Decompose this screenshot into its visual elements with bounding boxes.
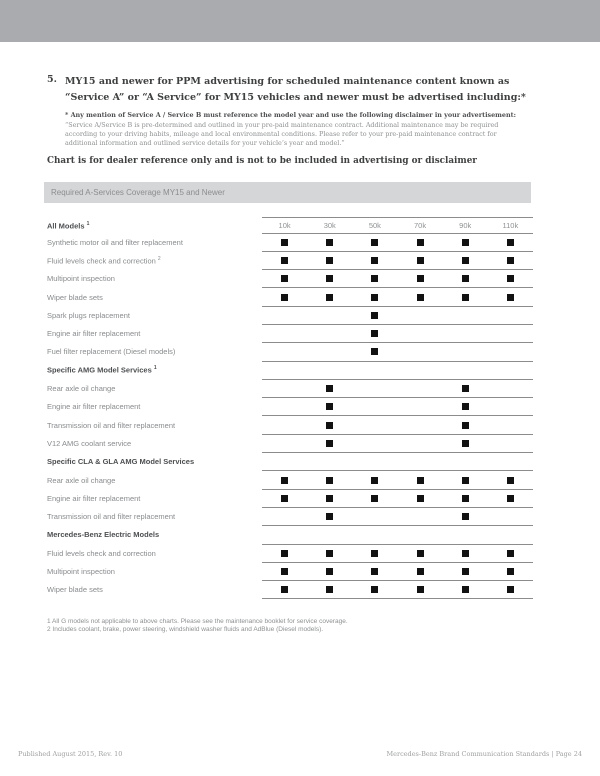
- row-cells: [262, 434, 533, 453]
- checked-square-icon: [443, 566, 488, 575]
- table-row: [47, 233, 533, 251]
- checked-square-icon: [307, 438, 352, 447]
- row-cells: [262, 324, 533, 343]
- checked-square-icon: [307, 420, 352, 429]
- row-cells: [262, 452, 533, 471]
- row-cells: [262, 489, 533, 508]
- table-title-bar: Required A-Services Coverage MY15 and Newer: [44, 182, 531, 203]
- row-label: Mercedes-Benz Electric Models: [47, 530, 160, 540]
- table-row: [47, 306, 533, 324]
- checked-square-icon: [443, 493, 488, 502]
- row-label: Transmission oil and filter replacement: [47, 420, 176, 430]
- row-label: Fuel filter replacement (Diesel models): [47, 347, 176, 357]
- checked-square-icon: [488, 274, 533, 283]
- checked-square-icon: [352, 292, 397, 301]
- checked-square-icon: [488, 585, 533, 594]
- disclaimer-footnote-body: “Service A/Service B is pre-determined and outlined in your pre-paid maintenance contract. Additional maintenance may be required according to your driving habits, mileage and local environmental conditions. Please refer to your pre-paid maintenance contract for additional information and outlined service details for your vehicle’s year and model.”: [65, 121, 499, 147]
- column-header-30k: 30k: [323, 221, 336, 230]
- table-section-row: [47, 453, 533, 471]
- table-row: [47, 562, 533, 580]
- row-label: Multipoint inspection: [47, 566, 115, 576]
- checked-square-icon: [352, 274, 397, 283]
- checked-square-icon: [352, 493, 397, 502]
- row-cells: [262, 507, 533, 526]
- row-label: Synthetic motor oil and filter replacement: [47, 237, 183, 247]
- disclaimer-footnote-title: * Any mention of Service A / Service B must reference the model year and use the following disclaimer in your advertisement:: [65, 111, 516, 119]
- checked-square-icon: [488, 292, 533, 301]
- table-footnote-2: 2 Includes coolant, brake, power steering, windshield washer fluids and AdBlue (Diesel models).: [47, 626, 324, 634]
- table-row: [47, 251, 533, 269]
- row-cells: [262, 306, 533, 325]
- column-header-110k: 110k: [502, 221, 519, 230]
- column-header-70k: 70k: [414, 221, 427, 230]
- checked-square-icon: [443, 548, 488, 557]
- table-header-label: All Models $^1$: [47, 220, 90, 231]
- checked-square-icon: [352, 329, 397, 338]
- table-header-columns: [262, 217, 533, 234]
- checked-square-icon: [352, 237, 397, 246]
- row-label: Rear axle oil change: [47, 384, 116, 394]
- row-cells: [262, 544, 533, 563]
- column-header-10k: 10k: [278, 221, 291, 230]
- checked-square-icon: [443, 402, 488, 411]
- checked-square-icon: [262, 255, 307, 264]
- table-section-row: [47, 526, 533, 544]
- table-row: [47, 544, 533, 562]
- checked-square-icon: [307, 255, 352, 264]
- chart-reference-note: Chart is for dealer reference only and is not to be included in advertising or disclaimer: [47, 156, 477, 166]
- row-label: Specific CLA & GLA AMG Model Services: [47, 457, 195, 467]
- row-label: Specific AMG Model Services $^1$: [47, 365, 157, 375]
- table-header-row: [47, 218, 533, 233]
- row-cells: [262, 233, 533, 252]
- checked-square-icon: [443, 512, 488, 521]
- checked-square-icon: [307, 585, 352, 594]
- checked-square-icon: [443, 585, 488, 594]
- checked-square-icon: [352, 585, 397, 594]
- row-cells: [262, 361, 533, 380]
- checked-square-icon: [307, 237, 352, 246]
- table-footnote-1: 1 All G models not applicable to above charts. Please see the maintenance booklet for service coverage.: [47, 618, 348, 625]
- checked-square-icon: [443, 237, 488, 246]
- checked-square-icon: [443, 274, 488, 283]
- checked-square-icon: [307, 292, 352, 301]
- row-cells: [262, 470, 533, 489]
- table-row: [47, 471, 533, 489]
- checked-square-icon: [443, 420, 488, 429]
- checked-square-icon: [443, 292, 488, 301]
- checked-square-icon: [397, 585, 442, 594]
- checked-square-icon: [307, 566, 352, 575]
- checked-square-icon: [488, 475, 533, 484]
- checked-square-icon: [262, 292, 307, 301]
- checked-square-icon: [307, 548, 352, 557]
- checked-square-icon: [262, 585, 307, 594]
- row-label: Rear axle oil change: [47, 475, 116, 485]
- checked-square-icon: [352, 548, 397, 557]
- row-label: Multipoint inspection: [47, 274, 115, 284]
- row-cells: [262, 251, 533, 270]
- checked-square-icon: [262, 566, 307, 575]
- checked-square-icon: [307, 384, 352, 393]
- table-row: [47, 270, 533, 288]
- checked-square-icon: [397, 274, 442, 283]
- checked-square-icon: [397, 475, 442, 484]
- checked-square-icon: [307, 493, 352, 502]
- row-cells: [262, 525, 533, 544]
- table-row: [47, 434, 533, 452]
- heading-text: MY15 and newer for PPM advertising for scheduled maintenance content known as “Service A” or “A Service” for MY15 vehicles and newer must be advertised including:*: [65, 76, 526, 103]
- checked-square-icon: [262, 237, 307, 246]
- column-header-90k: 90k: [459, 221, 472, 230]
- row-label: V12 AMG coolant service: [47, 438, 132, 448]
- checked-square-icon: [262, 475, 307, 484]
- row-cells: [262, 287, 533, 306]
- checked-square-icon: [443, 384, 488, 393]
- checked-square-icon: [307, 512, 352, 521]
- checked-square-icon: [397, 566, 442, 575]
- table-row: [47, 343, 533, 361]
- section-heading: [47, 74, 547, 106]
- checked-square-icon: [397, 255, 442, 264]
- checked-square-icon: [488, 493, 533, 502]
- row-label: Engine air filter replacement: [47, 493, 141, 503]
- checked-square-icon: [352, 475, 397, 484]
- row-label: Spark plugs replacement: [47, 310, 130, 320]
- disclaimer-footnote: [65, 111, 527, 147]
- checked-square-icon: [262, 274, 307, 283]
- page-footer: [18, 750, 582, 758]
- row-cells: [262, 269, 533, 288]
- checked-square-icon: [352, 347, 397, 356]
- table-section-row: [47, 361, 533, 379]
- row-label: Wiper blade sets: [47, 292, 103, 302]
- table-row: [47, 324, 533, 342]
- checked-square-icon: [262, 493, 307, 502]
- row-cells: [262, 580, 533, 599]
- checked-square-icon: [307, 475, 352, 484]
- checked-square-icon: [352, 255, 397, 264]
- row-cells: [262, 379, 533, 398]
- row-cells: [262, 342, 533, 361]
- table-row: [47, 507, 533, 525]
- row-cells: [262, 415, 533, 434]
- row-label: Transmission oil and filter replacement: [47, 512, 176, 522]
- table-row: [47, 416, 533, 434]
- table-row: [47, 581, 533, 599]
- checked-square-icon: [397, 292, 442, 301]
- checked-square-icon: [488, 548, 533, 557]
- row-label: Wiper blade sets: [47, 585, 103, 595]
- footer-page-info: Mercedes-Benz Brand Communication Standards | Page 24: [386, 750, 582, 758]
- checked-square-icon: [443, 255, 488, 264]
- checked-square-icon: [397, 237, 442, 246]
- checked-square-icon: [352, 310, 397, 319]
- row-cells: [262, 397, 533, 416]
- table-row: [47, 489, 533, 507]
- row-cells: [262, 562, 533, 581]
- column-header-50k: 50k: [368, 221, 381, 230]
- checked-square-icon: [307, 274, 352, 283]
- row-label: Engine air filter replacement: [47, 329, 141, 339]
- table-row: [47, 379, 533, 397]
- page-top-bar: [0, 0, 600, 42]
- table-body: [47, 233, 533, 599]
- checked-square-icon: [443, 475, 488, 484]
- table-footnotes: [47, 618, 527, 634]
- checked-square-icon: [488, 237, 533, 246]
- checked-square-icon: [262, 548, 307, 557]
- checked-square-icon: [488, 566, 533, 575]
- heading-number: 5.: [47, 74, 57, 85]
- checked-square-icon: [397, 548, 442, 557]
- checked-square-icon: [307, 402, 352, 411]
- row-label: Fluid levels check and correction $^2$: [47, 255, 161, 266]
- row-label: Fluid levels check and correction: [47, 548, 156, 558]
- footer-publish-date: Published August 2015, Rev. 10: [18, 750, 123, 758]
- row-label: Engine air filter replacement: [47, 402, 141, 412]
- table-row: [47, 398, 533, 416]
- checked-square-icon: [488, 255, 533, 264]
- checked-square-icon: [443, 438, 488, 447]
- checked-square-icon: [352, 566, 397, 575]
- table-row: [47, 288, 533, 306]
- checked-square-icon: [397, 493, 442, 502]
- service-coverage-table: [47, 218, 533, 599]
